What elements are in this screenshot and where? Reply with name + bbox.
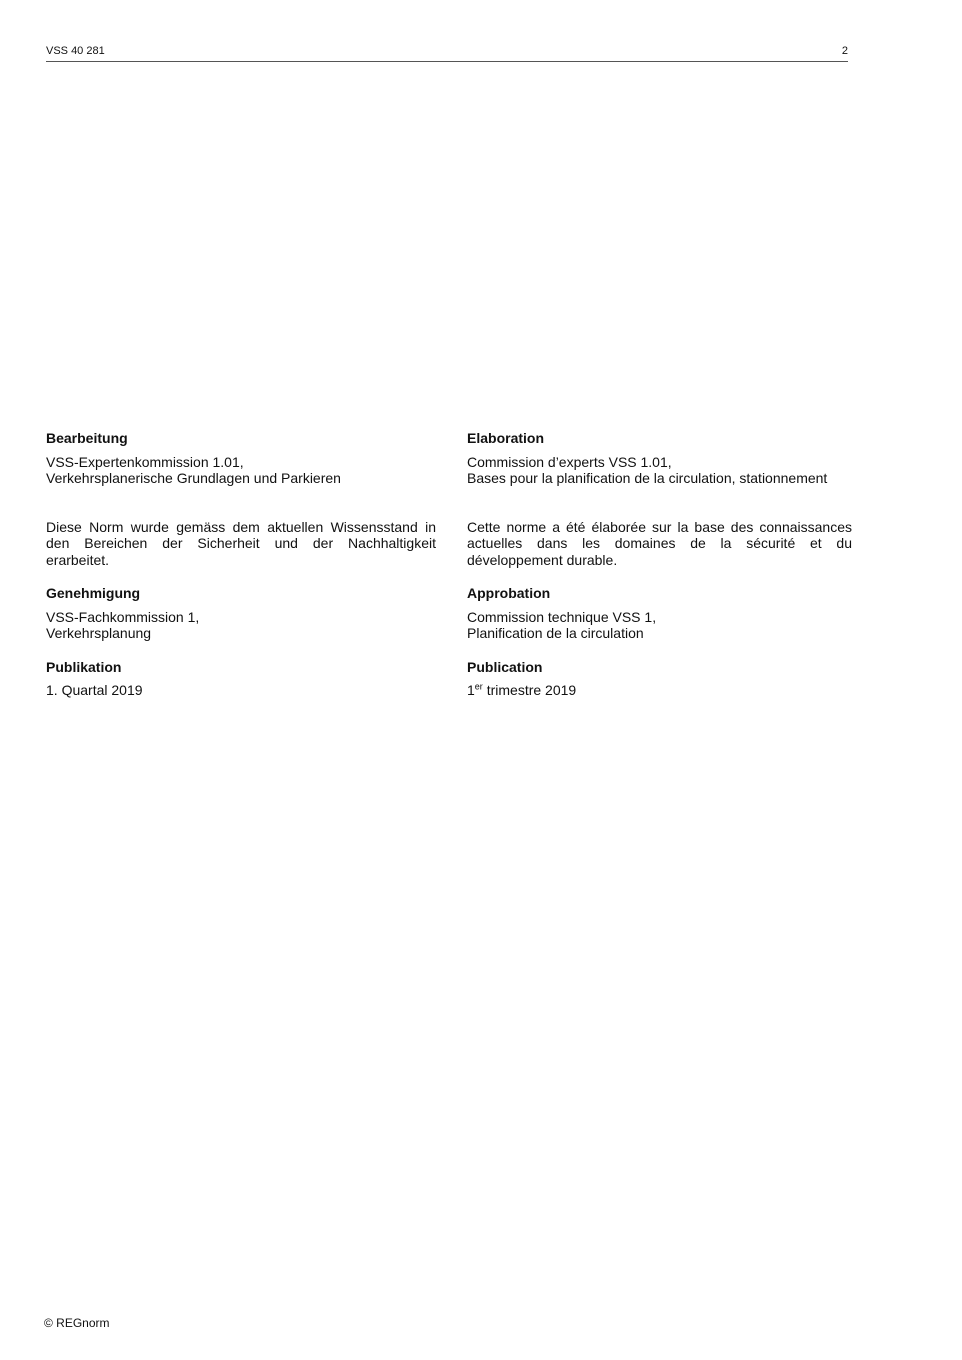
copyright-footer: © REGnorm — [44, 1316, 110, 1330]
german-column — [46, 430, 436, 716]
approbation-section — [467, 585, 852, 642]
elaboration-heading: Elaboration — [467, 430, 545, 446]
elaboration-section — [467, 430, 852, 487]
genehmigung-line2: Verkehrsplanung — [46, 625, 152, 641]
publication-rest: trimestre 2019 — [482, 682, 577, 698]
publication-heading: Publication — [467, 658, 543, 675]
german-statement: Diese Norm wurde gemäss dem aktuellen Wissensstand in den Bereichen der Sicherheit und der Nachhaltigkeit erarbeitet. — [46, 518, 436, 568]
bearbeitung-line2: Verkehrsplanerische Grundlagen und Parkieren — [46, 470, 341, 486]
genehmigung-heading: Genehmigung — [46, 585, 141, 601]
publikation-section — [46, 659, 436, 699]
approbation-line2: Planification de la circulation — [467, 625, 644, 641]
publication-number: 1 — [467, 682, 475, 698]
document-id: VSS 40 281 — [46, 45, 105, 57]
french-statement-section — [467, 519, 852, 569]
german-statement-section — [46, 519, 436, 569]
bearbeitung-line1: VSS-Expertenkommission 1.01, — [46, 453, 244, 470]
elaboration-line1: Commission d’experts VSS 1.01, — [467, 453, 672, 470]
bearbeitung-section — [46, 430, 436, 487]
genehmigung-line1: VSS-Fachkommission 1, — [46, 608, 200, 625]
bearbeitung-heading: Bearbeitung — [46, 430, 128, 446]
approbation-heading: Approbation — [467, 585, 551, 601]
approbation-line1: Commission technique VSS 1, — [467, 608, 657, 625]
publication-superscript: er — [474, 681, 483, 692]
genehmigung-section — [46, 585, 436, 642]
publication-value — [467, 682, 852, 699]
publikation-value: 1. Quartal 2019 — [46, 682, 143, 698]
publikation-heading: Publikation — [46, 658, 122, 675]
page-header — [46, 44, 848, 62]
elaboration-line2: Bases pour la planification de la circulation, stationnement — [467, 470, 828, 486]
publication-section — [467, 659, 852, 699]
page-number: 2 — [841, 45, 848, 57]
french-column — [467, 430, 852, 716]
french-statement: Cette norme a été élaborée sur la base des connaissances actuelles dans les domaines de la sécurité et du développement durable. — [467, 518, 852, 568]
